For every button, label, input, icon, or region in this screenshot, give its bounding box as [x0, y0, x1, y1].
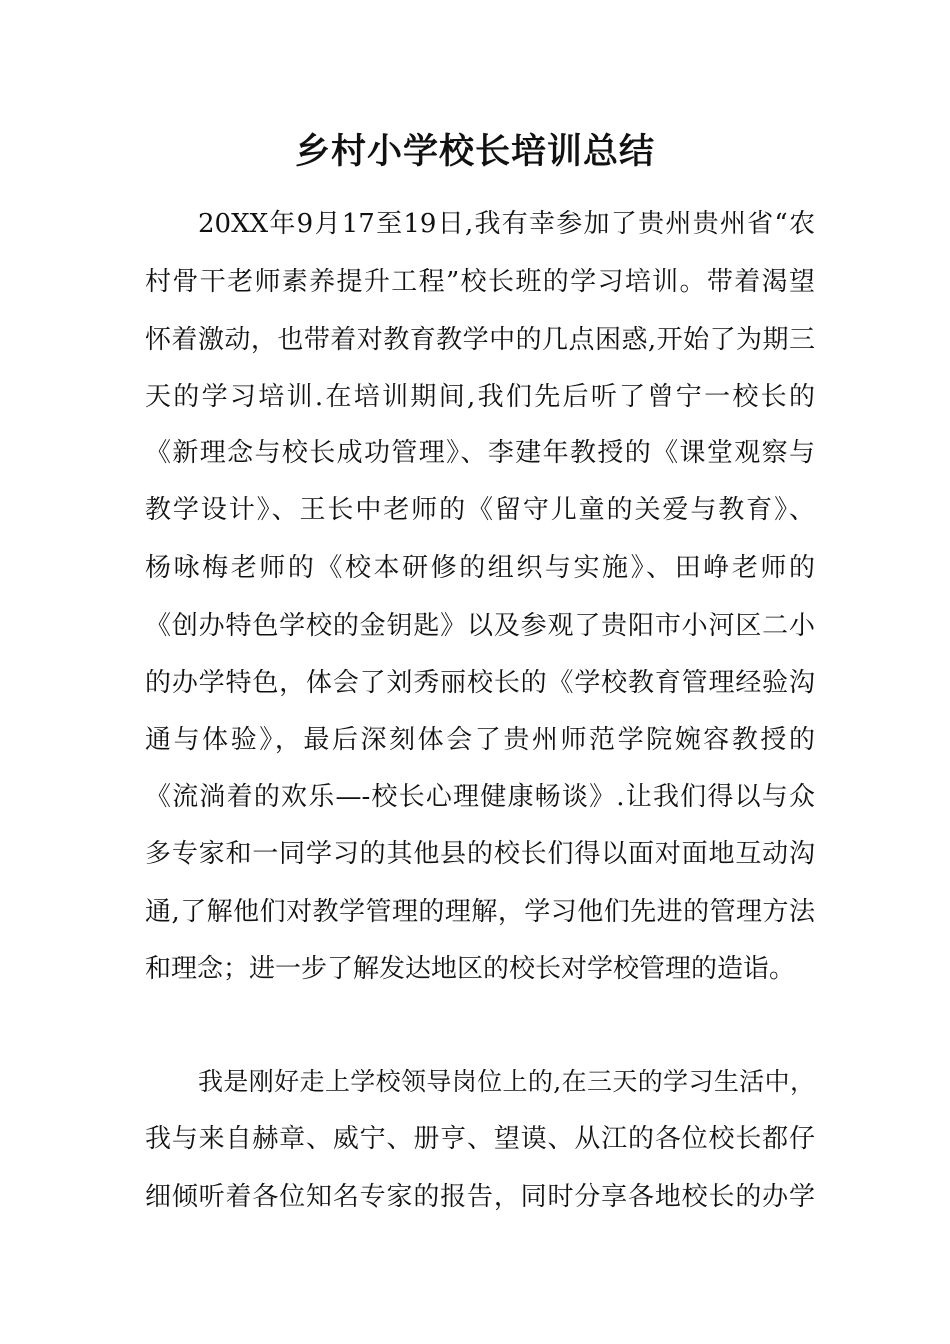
paragraph-1-line: 怀着激动，也带着对教育教学中的几点困惑,开始了为期三 — [145, 325, 815, 355]
paragraph-2-line: 细倾听着各位知名专家的报告，同时分享各地校长的办学 — [145, 1182, 815, 1212]
paragraph-1-line: 通与体验》，最后深刻体会了贵州师范学院婉容教授的 — [145, 725, 815, 755]
paragraph-1-line: 和理念；进一步了解发达地区的校长对学校管理的造诣。 — [145, 954, 796, 984]
document-title: 乡村小学校长培训总结 — [294, 132, 655, 172]
paragraph-1-line: 通,了解他们对教学管理的理解，学习他们先进的管理方法 — [145, 897, 815, 927]
paragraph-1-line: 天的学习培训.在培训期间,我们先后听了曾宁一校长的 — [145, 382, 815, 412]
paragraph-1-line: 20XX年9月17至19日,我有幸参加了贵州贵州省“农 — [198, 209, 815, 239]
paragraph-2-line: 我是刚好走上学校领导岗位上的,在三天的学习生活中， — [198, 1067, 815, 1096]
paragraph-1-line: 杨咏梅老师的《校本研修的组织与实施》、田峥老师的 — [145, 553, 815, 583]
paragraph-1-line: 的办学特色，体会了刘秀丽校长的《学校教育管理经验沟 — [145, 668, 815, 698]
paragraph-1-line: 村骨干老师素养提升工程”校长班的学习培训。带着渴望 — [145, 267, 815, 297]
paragraph-1-line: 教学设计》、王长中老师的《留守儿童的关爱与教育》、 — [145, 495, 815, 525]
paragraph-1-line: 《新理念与校长成功管理》、李建年教授的《课堂观察与 — [145, 438, 815, 468]
paragraph-1-line: 多专家和一同学习的其他县的校长们得以面对面地互动沟 — [145, 839, 815, 869]
paragraph-1-line: 《创办特色学校的金钥匙》以及参观了贵阳市小河区二小 — [145, 611, 815, 641]
paragraph-2-line: 我与来自赫章、威宁、册亨、望谟、从江的各位校长都仔 — [145, 1124, 815, 1154]
paragraph-1-line: 《流淌着的欢乐—-校长心理健康畅谈》.让我们得以与众 — [145, 782, 815, 812]
